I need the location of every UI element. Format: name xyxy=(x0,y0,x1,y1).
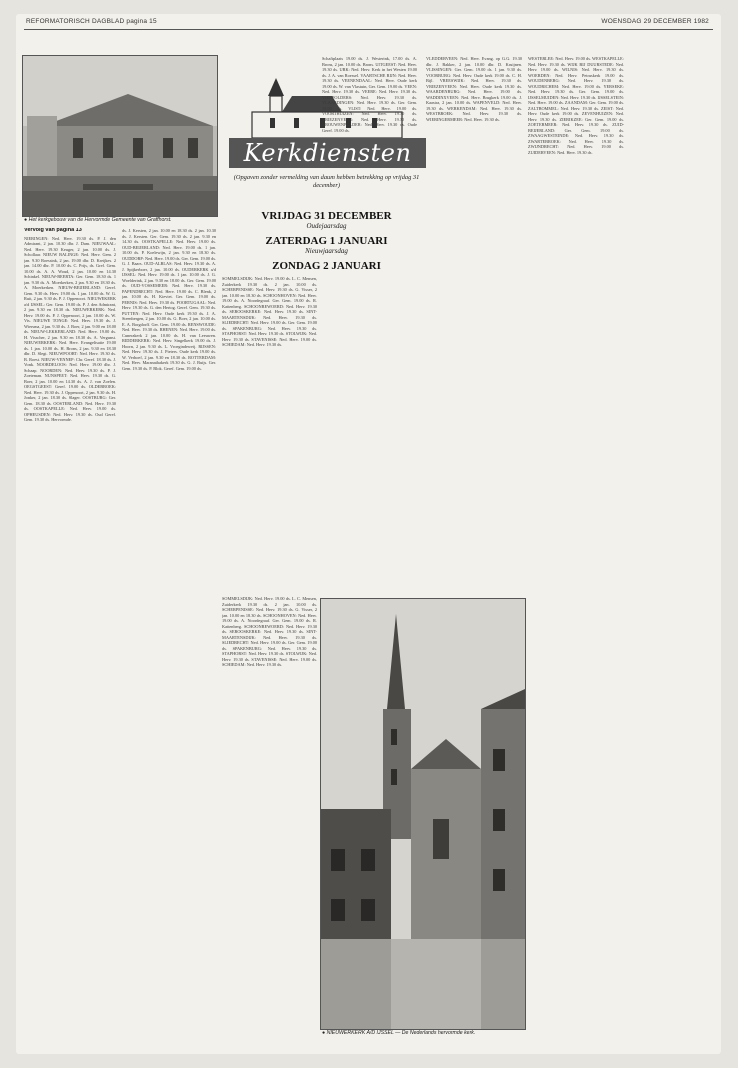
column-6 xyxy=(528,56,624,1040)
column-3-lower xyxy=(222,596,317,1040)
column-1 xyxy=(24,228,116,1048)
church-photo-1-caption: ● Het kerkgebouw van de Hervormde Gemeente van Graffhorst. xyxy=(24,217,172,223)
date-sub-2: Nieuwjaarsdag xyxy=(305,247,348,255)
column-3-text: SOMMELSDIJK: Ned. Herv. 19.00 ds. L. C. Mensen, Zuiderkerk 19.30 ds. 2 jan. 10.00 ds. SCHERPENISSE: Ned. Herv. 19.30 ds. G. Visser, 2 jan. 10.00 en 18.30 ds. SCHOONHOVEN: Ned. Herv. 19.00 ds. A. Noordegraaf. Ger. Gem. 19.00 ds. R. Kattenberg. SCHOONREWOERD: Ned. Herv. 19.30 ds. SEROOSKERKE: Ned. Herv. 19.30 ds. SINT-MAARTENSDIJK: Ned. Herv. 19.30 ds. SLIEDRECHT: Ned. Herv. 19.00 ds. Ger. Gem. 19.00 ds. SPAKENBURG: Ned. Herv. 19.30 ds. STAPHORST: Ned. Herv. 19.30 ds. STOLWIJK: Ned. Herv. 19.30 ds. STAVENISSE: Ned. Herv. 19.00 ds. SCHIEDAM: Ned. Herv. 19.30 ds. xyxy=(222,276,317,347)
church-photo-2 xyxy=(320,598,526,1030)
column-1-heading: Vervolg van pagina 13 xyxy=(24,228,82,233)
header-right: WOENSDAG 29 DECEMBER 1982 xyxy=(601,18,709,25)
column-5 xyxy=(426,56,522,592)
church-photo-1-image xyxy=(23,56,217,216)
column-4-text: Schaftplaats 19.00 ds. J. Westerink, 17.00 ds. A. Brons, 2 jan. 10.00 ds. Brons. UITGEEST: Ned. Herv. 19.30 ds. URK: Ned. Herv. Kerk in het Westen 19.00 ds. J. A. van Roessel. VAARTSCHE RIJN: Ned. Herv. 19.30 ds. VEENENDAAL: Ned. Herv. Oude kerk 19.00 ds. W. van Vlastuin, Ger. Gem. 19.00 ds. VEEN: Ned. Herv. 19.30 ds. VEERE: Ned. Herv. 19.30 ds. VIERPOLDERS: Ned. Herv. 19.30 ds. VLAARDINGEN: Ned. Herv. 19.30 ds. Ger. Gem. 19.00 ds. VLIST: Ned. Herv. 19.00 ds. VOORTHUIZEN: Ned. Herv. 19.30 ds. VRIEZENVEEN: Ned. Herv. 19.30 ds. VROUWENPOLDER: Ned. Herv. 19.30 ds. Oude Geref. 19.00 ds. xyxy=(322,56,417,133)
header-left: REFORMATORISCH DAGBLAD pagina 15 xyxy=(26,18,157,25)
church-photo-1 xyxy=(22,55,218,217)
header-rule xyxy=(24,29,713,30)
date-heading-1: VRIJDAG 31 DECEMBER xyxy=(261,210,392,222)
column-4 xyxy=(322,56,417,592)
column-3-lower-text: SOMMELSDIJK: Ned. Herv. 19.00 ds. L. C. Mensen, Zuiderkerk 19.30 ds. 2 jan. 10.00 ds. SCHERPENISSE: Ned. Herv. 19.30 ds. G. Visser, 2 jan. 10.00 en 18.30 ds. SCHOONHOVEN: Ned. Herv. 19.00 ds. A. Noordegraaf. Ger. Gem. 19.00 ds. R. Kattenberg. SCHOONREWOERD: Ned. Herv. 19.30 ds. SEROOSKERKE: Ned. Herv. 19.30 ds. SINT-MAARTENSDIJK: Ned. Herv. 19.30 ds. SLIEDRECHT: Ned. Herv. 19.00 ds. Ger. Gem. 19.00 ds. SPAKENBURG: Ned. Herv. 19.30 ds. STAPHORST: Ned. Herv. 19.30 ds. STOLWIJK: Ned. Herv. 19.30 ds. STAVENISSE: Ned. Herv. 19.00 ds. SCHIEDAM: Ned. Herv. 19.30 ds. xyxy=(222,596,317,667)
date-heading-2: ZATERDAG 1 JANUARI xyxy=(265,235,388,247)
kerkdiensten-subtitle: (Opgaven zonder vermelding van daum hebben betrekking op vrijdag 31 december) xyxy=(233,174,420,189)
kerkdiensten-logo: Kerkdiensten xyxy=(229,138,426,168)
column-1-text: NIERINGEN: Ned. Herv. 19.30 ds. P. J. den Admirant, 2 jan. 10.30 dhr. J. Dam. NIEUWAAL: Ned. Herv. 19.30 Keuger, 2 jan. 10.00 ds. J. Schollaar. NIEUW BALINGE: Ned. Herv. Gem. 2 jan. 9.30 Roessink, 2 jan. 19.00 dhr. D. Kreijkes. 2 jan. 14.00 dhr. P. 10.00 ds. C. Prijs, ds. Gref. Gem. 10.00 ds. A. A. Woud, 2 jan. 10.00 en 14.30 Schinkel. NIEUW-BEERTA: Ger. Gem. 18.30 ds. 1 jan. 9.30 ds. A. Moerkerken, 2 jan. 9.30 en 18.30 ds. A. Moerkerken. NIEUW-BEIJERLAND: Geref. Gem. 9.30 ds. Herv. 19.00 ds. 1 jan. 10.00 ds. W. G. Ruit, 2 jan. 9.30 ds. P. J. Oppenoort. NIEUWEKERK a/d IJSSEL: Ger. Gem. 19.00 ds. P. J. den Admirant, 2 jan. 9.30 en 18.30 ds. NIEUWERKERK: Ned. Herv. 19.00 ds. P. J. Oppenoort, 2 jan. 10.00 ds. W. Vis. NIEUWE TONGE: Ned. Herv. 19.30 ds. J. Wiersma, 2 jan. 9.30 ds. J. Boer, 2 jan. 9.00 en 18.00 ds. NIEUW-LEKKERLAND: Ned. Herv. 19.00 ds. H. Visscher, 2 jan. 9.30 en 18.30 ds. A. Vergunst. NIEUWERKERK: Ned. Herv. Evangelisatie 19.00 ds. 1 jan. 10.00 ds. H. Brons, 2 jan. 9.30 en 18.30 dhr. D. Slegt. NIEUWPOORT: Ned. Herv. 19.30 ds. B. Roest. NIEUW-VENNEP: Chr. Geref. 18.30 ds. J. Vonk. NOORDELOOS: Ned. Herv. 19.00 dhr. J. Schaap. NOORDEN: Ned. Herv. 19.30 ds. P. J. Zoeteman. NUNSPEET: Ned. Herv. 19.30 ds. G. Boer, 2 jan. 10.00 en 14.30 ds. A. J. van Zoelen. OEGSTGEEST: Geref. 19.00 ds. OLDEBROEK: Ned. Herv. 19.30 ds. J. Oppenoort, 2 jan. 9.30 ds. H. Jonker, 2 jan. 18.30 ds. Slager. OOSTBURG: Ger. Gem. 18.30 ds. OOSTERLAND: Ned. Herv. 19.30 ds. OOSTKAPELLE: Ned. Herv. 19.00 ds. OPHEUSDEN: Ned. Herv. 19.30 ds. Oud Geref. Gem. 19.30 ds. Hervormde. xyxy=(24,235,116,422)
church-photo-2-caption: ● NIEUWERKERK A/D IJSSEL — De Nederlands hervormde kerk. xyxy=(322,1030,476,1036)
column-2 xyxy=(122,228,216,1048)
date-heading-3: ZONDAG 2 JANUARI xyxy=(272,260,381,272)
newspaper-page xyxy=(16,14,721,1054)
column-3 xyxy=(222,276,317,592)
church-photo-2-image xyxy=(321,599,525,1029)
column-6-text: WESTERLEE: Ned. Herv. 19.00 ds. WESTKAPELLE: Ned. Herv. 19.30 ds. WIJK BIJ DUURSTEDE: Ned. Herv. 19.00 ds. WILNIS: Ned. Herv. 19.30 ds. WOERDEN: Ned. Herv. Petruskerk 19.00 ds. WOUDENBERG: Ned. Herv. 19.30 ds. WOUDRICHEM: Ned. Herv. 19.00 ds. YERSEKE: Ned. Herv. 19.30 ds. Ger. Gem. 19.00 ds. IJSSELMUIDEN: Ned. Herv. 19.30 ds. IJSSELSTEIN: Ned. Herv. 19.00 ds. ZAANDAM: Ger. Gem. 19.00 ds. ZALTBOMMEL: Ned. Herv. 19.30 ds. ZEIST: Ned. Herv. Oude kerk 19.00 ds. ZEVENHUIZEN: Ned. Herv. 19.30 ds. ZIERIKZEE: Ger. Gem. 19.00 ds. ZOETERMEER: Ned. Herv. 19.30 ds. ZUID-BEIJERLAND: Ger. Gem. 19.00 ds. ZWAAGWESTEINDE: Ned. Herv. 19.30 ds. ZWARTEBROEK: Ned. Herv. 19.30 ds. ZWIJNDRECHT: Ned. Herv. 19.00 ds. ZUIDERVEEN: Ned. Herv. 19.30 ds. xyxy=(528,56,624,155)
date-sub-1: Oudejaarsdag xyxy=(306,222,347,230)
column-5-text: VLEDDERVEEN: Ned. Herv. Evang. op G.G. 19.30 dhr. J. Bakker, 2 jan. 10.00 dhr. D. Kruijnen. VLISSINGEN: Ger. Gem. 19.00 ds. 1 jan. 9.30 ds. VOORBURG: Ned. Herv. Oude kerk 19.00 ds. C. H. Bijl. VREESWIJK: Ned. Herv. 19.30 ds. VRIEZENVEEN: Ned. Herv. Oude kerk 19.30 ds. WAARDENBURG: Ned. Herv. 19.00 ds. WADDINXVEEN: Ned. Herv. Brugkerk 19.00 ds. J. Kaastra, 2 jan. 10.00 ds. WAPENVELD: Ned. Herv. 19.30 ds. WERKENDAM: Ned. Herv. 19.30 ds. WESTBROEK: Ned. Herv. 19.30 ds. WIERINGERMEER: Ned. Herv. 19.30 ds. xyxy=(426,56,522,122)
column-2-text: ds. J. Kersten, 2 jan. 10.00 en 18.30 ds. 2 jan. 10.30 ds. J. Kersten. Ger. Gem. 19.30 ds. 2 jan. 9.30 en 14.30 ds. OOSTKAPELLE: Ned. Herv. 19.00 ds. OUD-BEIJERLAND: Ned. Herv. 19.00 ds. 1 jan. 10.00 ds. P. Koelewijn, 2 jan. 9.30 en 18.30 ds. OUDDORP: Ned. Herv. 19.00 ds. Ger. Gem. 19.00 ds. G. J. Baars. OUD-ALBLAS: Ned. Herv. 19.30 ds. A. J. Spijkerboer, 2 jan. 10.00 ds. OUDERKERK a/d IJSSEL: Ned. Herv. 19.00 ds. 1 jan. 10.00 ds. J. G. Woelderink, 2 jan. 9.30 en 18.00 ds. Ger. Gem. 19.00 ds. OUD-VOSSEMEER: Ned. Herv. 19.30 ds. PAPENDRECHT: Ned. Herv. 19.00 ds. C. Blenk, 2 jan. 10.00 ds. H. Kieviet. Ger. Gem. 19.00 ds. PERNIS: Ned. Herv. 19.30 ds. POORTUGAAL: Ned. Herv. 19.30 ds. G. den Hertog. Geref. Gem. 19.30 ds. PUTTEN: Ned. Herv. Oude kerk 19.30 ds. J. A. Steenbergen, 2 jan. 10.00 ds. G. Boer, 2 jan. 10.00 ds. E. A. Borgdorff. Ger. Gem. 19.00 ds. RENSWOUDE: Ned. Herv. 19.30 ds. RHENEN: Ned. Herv. 19.00 ds. Cunerakerk 2 jan. 10.00 ds. H. van Leeuwen. RIDDERKERK: Ned. Herv. Singelkerk 19.00 ds. J. Hoorn, 2 jan. 9.30 ds. L. Vroegindeweij. RIJSSEN: Ned. Herv. 19.30 ds. J. Pieters. Oude kerk 19.00 ds. W. Verhoef, 2 jan. 9.30 en 18.30 ds. ROTTERDAM: Ned. Herv. Maranathakerk 19.30 ds. G. J. Buijs. Ger. Gem. 19.30 ds. P. Blok. Geref. Gem. 19.00 ds. xyxy=(122,228,216,371)
